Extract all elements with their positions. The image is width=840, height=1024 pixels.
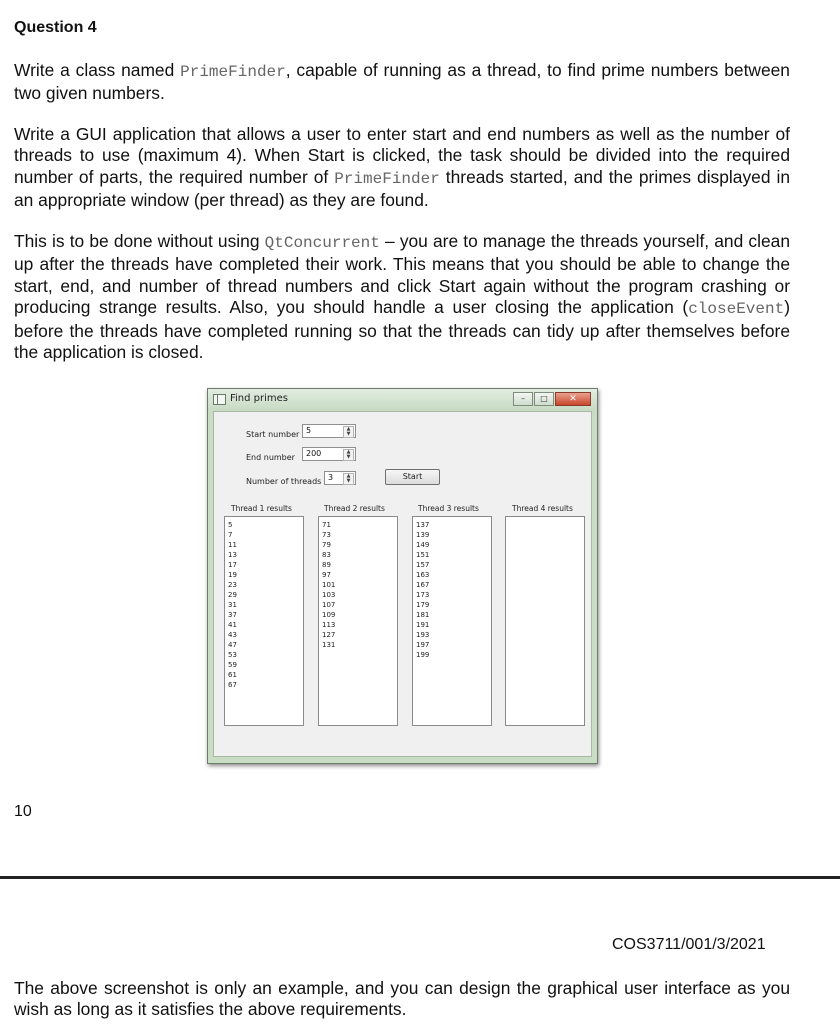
thread-4-results-list[interactable] <box>505 516 585 726</box>
prime-result-item: 103 <box>322 591 336 599</box>
prime-result-item: 97 <box>322 571 331 579</box>
thread-4-header: Thread 4 results <box>512 504 573 513</box>
prime-result-item: 59 <box>228 661 237 669</box>
end-number-value: 200 <box>306 449 322 458</box>
prime-result-item: 89 <box>322 561 331 569</box>
para1-text1: Write a class named <box>14 60 181 80</box>
number-of-threads-label: Number of threads <box>246 477 322 486</box>
para2-text1: Write a GUI application that allows a user to enter start and end numbers as well as the number of threads to use (maximum 4). When Start is clicked, the task should be divided into the required number of parts, the required number of <box>14 124 790 187</box>
prime-result-item: 107 <box>322 601 336 609</box>
prime-result-item: 157 <box>416 561 430 569</box>
number-of-threads-spinbox[interactable] <box>324 471 356 485</box>
para3-text1: This is to be done without using <box>14 231 265 251</box>
prime-result-item: 137 <box>416 521 430 529</box>
prime-result-item: 23 <box>228 581 237 589</box>
paragraph-primefinder-class <box>14 60 790 105</box>
thread-1-results-list[interactable] <box>224 516 304 726</box>
prime-result-item: 113 <box>322 621 336 629</box>
page-number: 10 <box>14 803 32 820</box>
code-primefinder: PrimeFinder <box>180 63 286 81</box>
thread-3-results-list[interactable] <box>412 516 492 726</box>
start-number-spinbox[interactable] <box>302 424 356 438</box>
prime-result-item: 5 <box>228 521 233 529</box>
start-number-label: Start number <box>246 430 300 439</box>
end-number-spinbox[interactable] <box>302 447 356 461</box>
prime-result-item: 109 <box>322 611 336 619</box>
prime-result-item: 149 <box>416 541 430 549</box>
threads-value: 3 <box>328 473 334 482</box>
prime-result-item: 127 <box>322 631 336 639</box>
prime-result-item: 73 <box>322 531 331 539</box>
start-number-value: 5 <box>306 426 312 435</box>
find-primes-window-screenshot <box>207 388 598 764</box>
prime-result-item: 197 <box>416 641 430 649</box>
close-icon[interactable]: ✕ <box>555 392 591 406</box>
prime-result-item: 17 <box>228 561 237 569</box>
para3-text3: ) before the threads have completed running so that the threads can tidy up after themselves before the application is closed. <box>14 297 790 363</box>
code-closeevent: closeEvent <box>688 300 785 319</box>
prime-result-item: 199 <box>416 651 430 659</box>
spin-arrows-icon[interactable]: ▲ ▼ <box>343 426 354 438</box>
prime-result-item: 71 <box>322 521 331 529</box>
prime-result-item: 31 <box>228 601 237 609</box>
spin-arrows-icon[interactable]: ▲ ▼ <box>343 449 354 461</box>
thread-2-header: Thread 2 results <box>324 504 385 513</box>
spin-arrows-icon[interactable]: ▲ ▼ <box>343 473 354 485</box>
window-controls <box>513 392 591 406</box>
page-divider <box>0 876 840 879</box>
end-number-label: End number <box>246 453 295 462</box>
prime-result-item: 83 <box>322 551 331 559</box>
thread-2-results-list[interactable] <box>318 516 398 726</box>
thread-1-header: Thread 1 results <box>231 504 292 513</box>
prime-result-item: 19 <box>228 571 237 579</box>
prime-result-item: 173 <box>416 591 430 599</box>
prime-result-item: 13 <box>228 551 237 559</box>
prime-result-item: 61 <box>228 671 237 679</box>
thread-3-header: Thread 3 results <box>418 504 479 513</box>
prime-result-item: 181 <box>416 611 430 619</box>
prime-result-item: 101 <box>322 581 336 589</box>
prime-result-item: 29 <box>228 591 237 599</box>
maximize-icon[interactable]: □ <box>534 392 554 406</box>
prime-result-item: 193 <box>416 631 430 639</box>
minimize-icon[interactable]: – <box>513 392 533 406</box>
app-icon <box>213 394 226 405</box>
para1-text2: , capable of running as a thread, to find prime numbers between two given numbers. <box>14 60 790 104</box>
prime-result-item: 53 <box>228 651 237 659</box>
prime-result-item: 79 <box>322 541 331 549</box>
window-titlebar <box>208 389 597 411</box>
paragraph-gui-requirements <box>14 124 790 212</box>
window-client-area <box>213 411 592 757</box>
prime-result-item: 163 <box>416 571 430 579</box>
prime-result-item: 43 <box>228 631 237 639</box>
prime-result-item: 37 <box>228 611 237 619</box>
code-primefinder: PrimeFinder <box>334 169 440 188</box>
start-button[interactable]: Start <box>385 469 440 485</box>
para3-text2: – you are to manage the threads yourself, and clean up after the threads have completed their work. This means that you should be able to change the start, end, and number of thread numbers and click Start again without the program crashing or producing strange results. Also, you should handle a user closing the application ( <box>14 231 790 318</box>
paragraph-thread-management <box>14 231 790 363</box>
prime-result-item: 67 <box>228 681 237 689</box>
prime-result-item: 139 <box>416 531 430 539</box>
prime-result-item: 167 <box>416 581 430 589</box>
prime-result-item: 47 <box>228 641 237 649</box>
prime-result-item: 131 <box>322 641 336 649</box>
paragraph-screenshot-note: The above screenshot is only an example, and you can design the graphical user interface as you wish as long as it satisfies the above requirements. <box>14 978 790 1020</box>
window-title: Find primes <box>230 393 289 404</box>
prime-result-item: 41 <box>228 621 237 629</box>
prime-result-item: 11 <box>228 541 237 549</box>
prime-result-item: 7 <box>228 531 233 539</box>
prime-result-item: 179 <box>416 601 430 609</box>
para2-text2: threads started, and the primes displayed in an appropriate window (per thread) as they are found. <box>14 166 790 211</box>
document-code: COS3711/001/3/2021 <box>612 936 766 953</box>
question-title: Question 4 <box>14 19 97 36</box>
prime-result-item: 191 <box>416 621 430 629</box>
prime-result-item: 151 <box>416 551 430 559</box>
code-qtconcurrent: QtConcurrent <box>264 234 380 252</box>
